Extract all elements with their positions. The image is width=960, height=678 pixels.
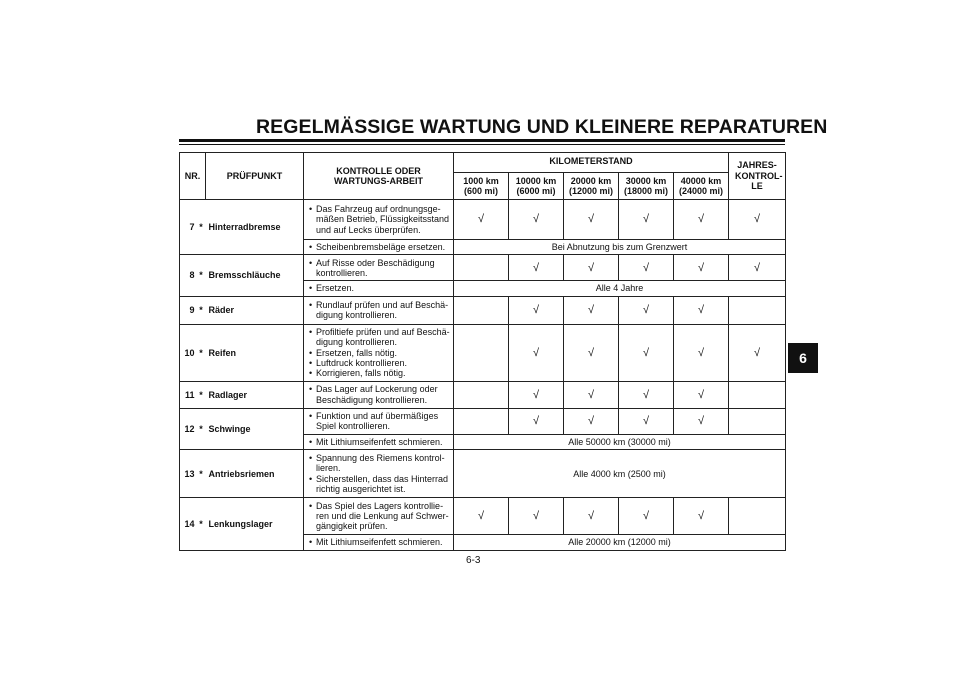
check-mark: √ xyxy=(674,255,729,281)
action-line: • Mit Lithiumseifenfett schmieren. xyxy=(308,437,450,447)
check-mark: √ xyxy=(619,296,674,324)
item-star: * xyxy=(197,255,206,296)
check-mark: √ xyxy=(729,255,786,281)
check-cell-empty xyxy=(454,296,509,324)
check-mark: √ xyxy=(564,255,619,281)
item-action xyxy=(304,434,454,449)
maintenance-table xyxy=(179,152,786,551)
action-line: • Ersetzen, falls nötig. xyxy=(308,348,450,358)
action-line: • Mit Lithiumseifenfett schmieren. xyxy=(308,537,450,547)
item-nr: 10 xyxy=(180,324,197,381)
page-title: REGELMÄSSIGE WARTUNG UND KLEINERE REPARATUREN xyxy=(256,116,828,138)
table-row xyxy=(180,408,786,434)
check-cell-empty xyxy=(729,296,786,324)
check-cell-empty xyxy=(729,408,786,434)
item-nr: 11 xyxy=(180,381,197,408)
check-mark: √ xyxy=(509,408,564,434)
item-nr: 7 xyxy=(180,200,197,255)
item-star: * xyxy=(197,381,206,408)
check-mark: √ xyxy=(619,498,674,535)
check-cell-empty xyxy=(729,498,786,535)
check-mark: √ xyxy=(619,255,674,281)
check-mark: √ xyxy=(564,324,619,381)
table-row xyxy=(180,381,786,408)
check-mark: √ xyxy=(619,324,674,381)
header-jahreskontrolle: JAHRES-KONTROL-LE xyxy=(729,153,786,200)
action-line: • Rundlauf prüfen und auf Beschä-digung kontrollieren. xyxy=(308,300,450,321)
interval-note: Alle 20000 km (12000 mi) xyxy=(454,535,786,550)
action-line: • Korrigieren, falls nötig. xyxy=(308,368,450,378)
action-line: • Auf Risse oder Beschädigung kontrollieren. xyxy=(308,258,450,279)
item-action xyxy=(304,255,454,281)
header-interval xyxy=(454,173,509,200)
check-cell-empty xyxy=(729,381,786,408)
action-line: • Scheibenbremsbeläge ersetzen. xyxy=(308,242,450,252)
check-mark: √ xyxy=(564,381,619,408)
interval-note: Bei Abnutzung bis zum Grenzwert xyxy=(454,240,786,255)
check-mark: √ xyxy=(564,200,619,240)
item-name: Reifen xyxy=(206,324,304,381)
table-row xyxy=(180,200,786,240)
table-row xyxy=(180,255,786,281)
item-name: Schwinge xyxy=(206,408,304,449)
interval-mi: (24000 mi) xyxy=(679,186,724,196)
action-line: • Das Lager auf Lockerung oder Beschädigung kontrollieren. xyxy=(308,384,450,405)
check-mark: √ xyxy=(564,408,619,434)
check-cell-empty xyxy=(454,408,509,434)
interval-km: 20000 km xyxy=(570,175,612,186)
action-line: • Sicherstellen, dass das Hinterrad richtig ausgerichtet ist. xyxy=(308,474,450,495)
check-mark: √ xyxy=(674,381,729,408)
item-star: * xyxy=(197,324,206,381)
check-mark: √ xyxy=(729,200,786,240)
action-line: • Funktion und auf übermäßiges Spiel kontrollieren. xyxy=(308,411,450,432)
check-mark: √ xyxy=(674,324,729,381)
item-name: Hinterradbremse xyxy=(206,200,304,255)
item-action xyxy=(304,200,454,240)
check-mark: √ xyxy=(454,498,509,535)
header-interval xyxy=(674,173,729,200)
check-mark: √ xyxy=(509,381,564,408)
check-mark: √ xyxy=(509,200,564,240)
check-mark: √ xyxy=(619,381,674,408)
action-line: • Ersetzen. xyxy=(308,283,450,293)
check-mark: √ xyxy=(509,255,564,281)
item-nr: 13 xyxy=(180,450,197,498)
item-action xyxy=(304,381,454,408)
check-mark: √ xyxy=(674,408,729,434)
interval-note: Alle 4 Jahre xyxy=(454,281,786,296)
interval-note: Alle 4000 km (2500 mi) xyxy=(454,450,786,498)
item-action xyxy=(304,281,454,296)
table-row xyxy=(180,498,786,535)
check-mark: √ xyxy=(674,200,729,240)
item-star: * xyxy=(197,450,206,498)
check-mark: √ xyxy=(674,296,729,324)
table-row xyxy=(180,450,786,498)
header-kilometerstand: KILOMETERSTAND xyxy=(454,153,729,173)
item-action xyxy=(304,450,454,498)
item-star: * xyxy=(197,296,206,324)
item-action xyxy=(304,324,454,381)
item-star: * xyxy=(197,498,206,550)
check-cell-empty xyxy=(454,381,509,408)
item-action xyxy=(304,408,454,434)
item-name: Lenkungslager xyxy=(206,498,304,550)
check-mark: √ xyxy=(674,498,729,535)
item-name: Bremsschläuche xyxy=(206,255,304,296)
chapter-tab: 6 xyxy=(788,343,818,373)
check-mark: √ xyxy=(509,324,564,381)
table-row xyxy=(180,324,786,381)
item-nr: 8 xyxy=(180,255,197,296)
interval-km: 1000 km xyxy=(463,175,499,186)
action-line: • Spannung des Riemens kontrol-lieren. xyxy=(308,453,450,474)
interval-note: Alle 50000 km (30000 mi) xyxy=(454,434,786,449)
action-line: • Das Fahrzeug auf ordnungsge-mäßen Betrieb, Flüssigkeitsstand und auf Lecks überprüfen. xyxy=(308,204,450,235)
title-rule xyxy=(179,139,785,142)
action-line: • Das Spiel des Lagers kontrollie-ren und die Lenkung auf Schwer-gängigkeit prüfen. xyxy=(308,501,450,532)
item-action xyxy=(304,535,454,550)
interval-mi: (12000 mi) xyxy=(568,186,614,196)
check-mark: √ xyxy=(564,498,619,535)
item-action xyxy=(304,296,454,324)
item-nr: 9 xyxy=(180,296,197,324)
interval-mi: (18000 mi) xyxy=(623,186,669,196)
table-row xyxy=(180,296,786,324)
header-nr: NR. xyxy=(180,153,206,200)
header-interval xyxy=(564,173,619,200)
interval-km: 30000 km xyxy=(625,175,667,186)
check-mark: √ xyxy=(509,296,564,324)
action-line: • Profiltiefe prüfen und auf Beschä-digung kontrollieren. xyxy=(308,327,450,348)
title-rule-thin xyxy=(179,144,785,145)
item-nr: 12 xyxy=(180,408,197,449)
check-mark: √ xyxy=(564,296,619,324)
header-interval xyxy=(509,173,564,200)
check-cell-empty xyxy=(454,255,509,281)
check-mark: √ xyxy=(509,498,564,535)
header-kontrolle: KONTROLLE ODER WARTUNGS-ARBEIT xyxy=(304,153,454,200)
interval-km: 40000 km xyxy=(680,175,722,186)
interval-mi: (6000 mi) xyxy=(516,186,556,196)
check-cell-empty xyxy=(454,324,509,381)
item-name: Antriebsriemen xyxy=(206,450,304,498)
item-name: Radlager xyxy=(206,381,304,408)
item-star: * xyxy=(197,200,206,255)
header-pruefpunkt: PRÜFPUNKT xyxy=(206,153,304,200)
item-action xyxy=(304,240,454,255)
item-nr: 14 xyxy=(180,498,197,550)
interval-mi: (600 mi) xyxy=(463,186,498,196)
action-line: • Luftdruck kontrollieren. xyxy=(308,358,450,368)
item-star: * xyxy=(197,408,206,449)
item-name: Räder xyxy=(206,296,304,324)
check-mark: √ xyxy=(619,200,674,240)
check-mark: √ xyxy=(454,200,509,240)
check-mark: √ xyxy=(619,408,674,434)
page-number: 6-3 xyxy=(466,555,481,566)
interval-km: 10000 km xyxy=(515,175,557,186)
check-mark: √ xyxy=(729,324,786,381)
header-interval xyxy=(619,173,674,200)
item-action xyxy=(304,498,454,535)
